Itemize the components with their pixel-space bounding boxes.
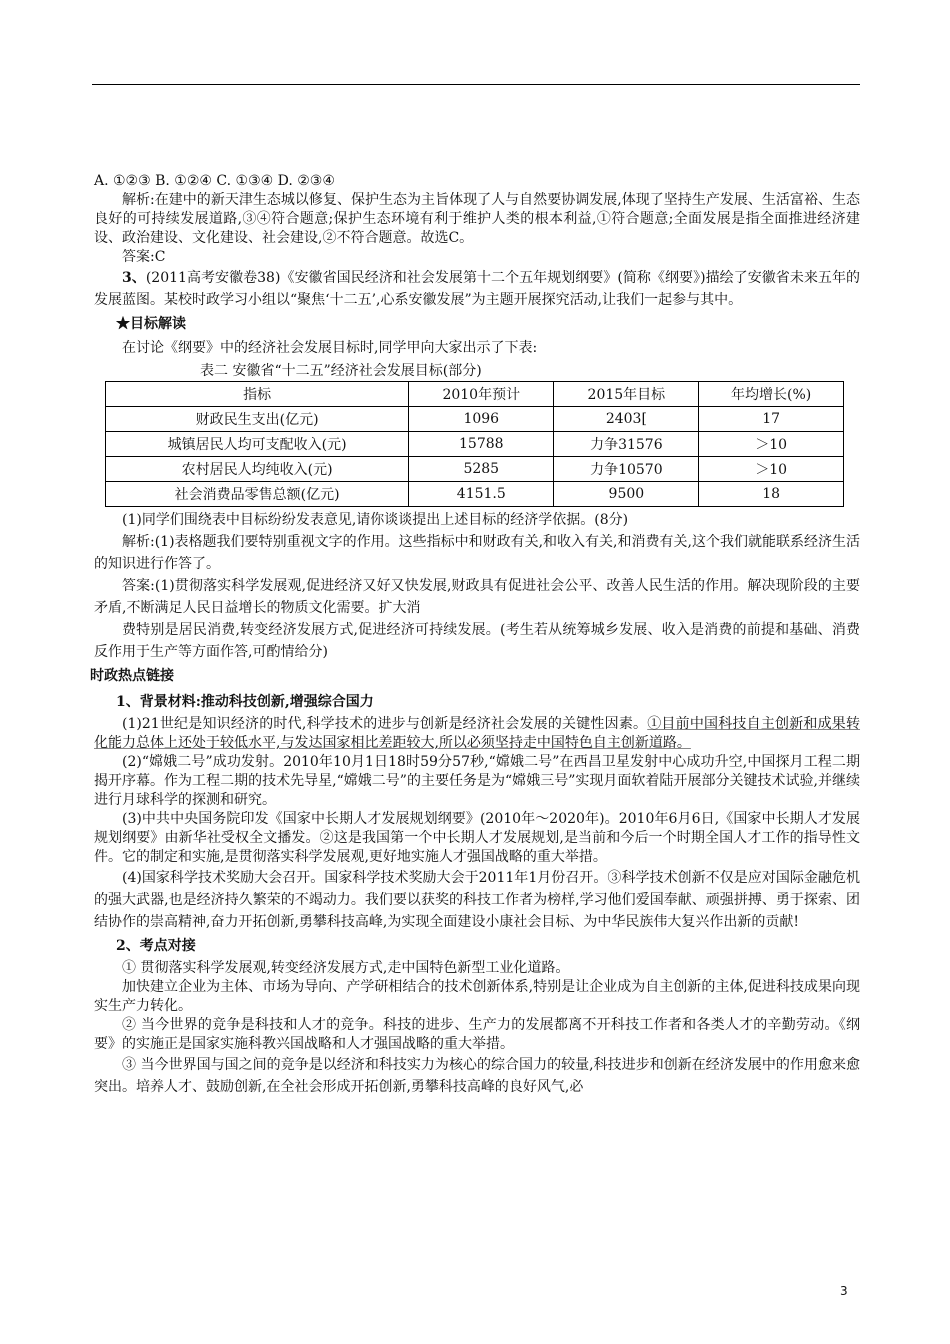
table-cell: 18 xyxy=(699,482,844,507)
table-row xyxy=(106,482,844,507)
hot-topics-heading: 时政热点链接 xyxy=(90,668,174,684)
target-heading: ★目标解读 xyxy=(116,316,186,332)
key-point-3: ③ 当今世界国与国之间的竞争是以经济和科技实力为核心的综合国力的较量,科技进步和创新在经济发展中的作用愈来愈突出。培养人才、鼓励创新,在全社会形成开拓创新,勇攀科技高峰的良好风气,必 xyxy=(94,1057,860,1095)
analysis-1: 解析:在建中的新天津生态城以修复、保护生态为主旨体现了人与自然要协调发展,体现了坚持生产发展、生活富裕、生态良好的可持续发展道路,③④符合题意;保护生态环境有利于维护人类的根本利益,①符合题意;全面发展是指全面推进经济建设、政治建设、文化建设、社会建设,②不符合题意。故选C。 xyxy=(94,192,860,246)
table-header-cell: 指标 xyxy=(106,382,409,407)
table-cell: ＞10 xyxy=(699,432,844,457)
key-points-heading: 2、考点对接 xyxy=(116,938,196,954)
table-cell: 9500 xyxy=(554,482,699,507)
table-caption: 表二 安徽省“十二五”经济社会发展目标(部分) xyxy=(200,363,482,379)
table-cell: 农村居民人均纯收入(元) xyxy=(106,457,409,482)
table-cell: 5285 xyxy=(409,457,554,482)
answer-2: 答案:(1)贯彻落实科学发展观,促进经济又好又快发展,财政具有促进社会公平、改善人民生活的作用。解决现阶段的主要矛盾,不断满足人民日益增长的物质文化需要。扩大消 xyxy=(94,578,860,616)
table-cell: 17 xyxy=(699,407,844,432)
table-header-row xyxy=(106,382,844,407)
background-paragraph-4: (4)国家科学技术奖励大会召开。国家科学技术奖励大会于2011年1月份召开。③科学技术创新不仅是应对国际金融危机的强大武器,也是经济持久繁荣的不竭动力。我们要以获奖的科技工作者为榜样,学习他们爱国奉献、顽强拼搏、勇于探索、团结协作的崇高精神,奋力开拓创新,勇攀科技高峰,为实现全面建设小康社会目标、为中华民族伟大复兴作出新的贡献! xyxy=(94,870,860,930)
table-cell: 财政民生支出(亿元) xyxy=(106,407,409,432)
table-cell: 1096 xyxy=(409,407,554,432)
table-cell: 4151.5 xyxy=(409,482,554,507)
table-header-cell: 2010年预计 xyxy=(409,382,554,407)
background-paragraph-2: (2)“嫦娥二号”成功发射。2010年10月1日18时59分57秒,“嫦娥二号”在西昌卫星发射中心成功升空,中国探月工程二期揭开序幕。作为工程二期的技术先导星,“嫦娥二号”的主要任务是为“嫦娥三号”实现月面软着陆开展部分关键技术试验,并继续进行月球科学的探测和研究。 xyxy=(94,754,860,808)
table-cell: 城镇居民人均可支配收入(元) xyxy=(106,432,409,457)
background-paragraph-1 xyxy=(94,715,860,753)
question-3-text: (2011高考安徽卷38)《安徽省国民经济和社会发展第十二个五年规划纲要》(简称《纲要》)描绘了安徽省未来五年的发展蓝图。某校时政学习小组以“聚焦‘十二五’,心系安徽发展”为主题开展探究活动,让我们一起参与其中。 xyxy=(94,270,860,308)
key-point-2: ② 当今世界的竞争是科技和人才的竞争。科技的进步、生产力的发展都离不开科技工作者和各类人才的辛勤劳动。《纲要》的实施正是国家实施科教兴国战略和人才强国战略的重大举措。 xyxy=(94,1017,860,1052)
question-3 xyxy=(94,267,860,311)
table-row xyxy=(106,432,844,457)
goals-table xyxy=(105,381,844,507)
table-cell: 2403[ xyxy=(554,407,699,432)
background-paragraph-3: (3)中共中央国务院印发《国家中长期人才发展规划纲要》(2010年～2020年)。2010年6月6日,《国家中长期人才发展规划纲要》由新华社受权全文播发。②这是我国第一个中长期人才发展规划,是当前和今后一个时期全国人才工作的指导性文件。它的制定和实施,是贯彻落实科学发展观,更好地实施人才强国战略的重大举措。 xyxy=(94,811,860,865)
table-row xyxy=(106,457,844,482)
table-cell: 15788 xyxy=(409,432,554,457)
page-number: 3 xyxy=(840,1284,848,1298)
answer-options: A. ①②③ B. ①②④ C. ①③④ D. ②③④ xyxy=(94,173,335,189)
table-cell: 力争10570 xyxy=(554,457,699,482)
background-heading: 1、背景材料:推动科技创新,增强综合国力 xyxy=(116,694,374,710)
key-point-1: ① 贯彻落实科学发展观,转变经济发展方式,走中国特色新型工业化道路。 xyxy=(122,960,570,976)
background-paragraph-1a: (1)21世纪是知识经济的时代,科学技术的进步与创新是经济社会发展的关键性因素。 xyxy=(122,716,648,732)
answer-2-continued: 费特别是居民消费,转变经济发展方式,促进经济可持续发展。(考生若从统筹城乡发展、收入是消费的前提和基础、消费反作用于生产等方面作答,可酌情给分) xyxy=(94,622,860,660)
answer-1: 答案:C xyxy=(122,249,166,265)
background-paragraph-1b: ①目前中国科技自主创新和成果转化能力总体上还处于较低水平,与发达国家相比差距较大,所以必须坚持走中国特色自主创新道路。 xyxy=(94,716,861,751)
table-header-cell: 2015年目标 xyxy=(554,382,699,407)
key-point-1-continued: 加快建立企业为主体、市场为导向、产学研相结合的技术创新体系,特别是让企业成为自主创新的主体,促进科技成果向现实生产力转化。 xyxy=(94,979,860,1014)
table-cell: 社会消费品零售总额(亿元) xyxy=(106,482,409,507)
question-3-number: 3、 xyxy=(122,270,146,286)
header-rule xyxy=(92,84,860,85)
sub-question-1: (1)同学们围绕表中目标纷纷发表意见,请你谈谈提出上述目标的经济学依据。(8分) xyxy=(122,512,629,528)
analysis-2: 解析:(1)表格题我们要特别重视文字的作用。这些指标中和财政有关,和收入有关,和消费有关,这个我们就能联系经济生活的知识进行作答了。 xyxy=(94,534,860,572)
table-cell: 力争31576 xyxy=(554,432,699,457)
page-content xyxy=(90,172,861,1098)
table-header-cell: 年均增长(%) xyxy=(699,382,844,407)
table-row xyxy=(106,407,844,432)
table-cell: ＞10 xyxy=(699,457,844,482)
discussion-intro: 在讨论《纲要》中的经济社会发展目标时,同学甲向大家出示了下表: xyxy=(122,340,538,356)
